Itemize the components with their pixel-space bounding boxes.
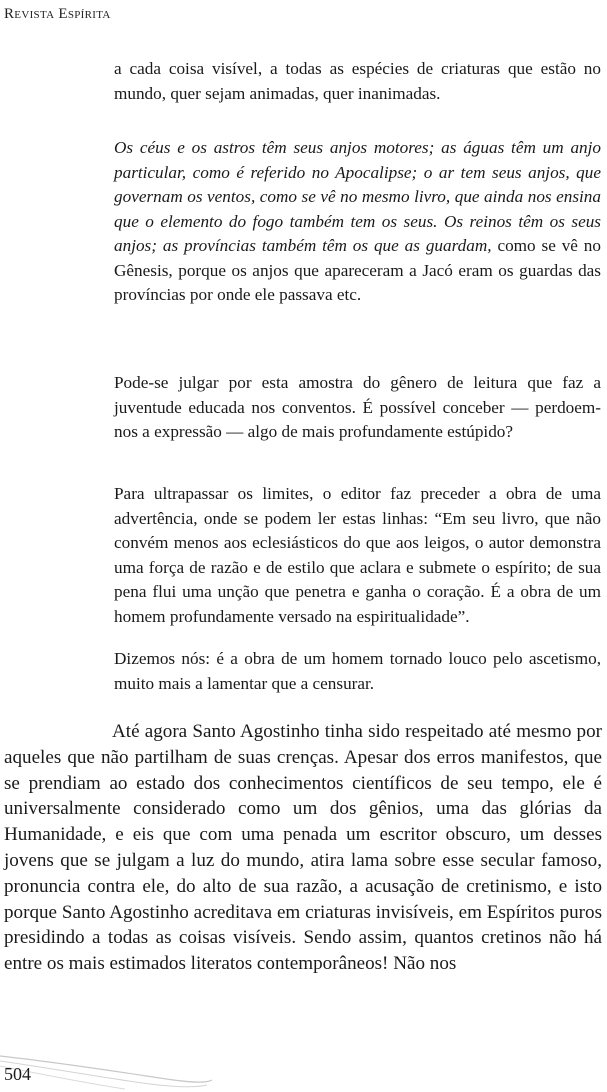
roman-quote-text: como se vê no Gênesis, porque os anjos que apareceram a Jacó eram os guardas das províncias por onde ele passava etc. [114, 236, 601, 304]
quote-paragraph-4 [114, 482, 601, 629]
quote-text: Pode-se julgar por esta amostra do gênero de leitura que faz a juventude educada nos conventos. É possível conceber — perdoem-nos a expressão — algo de mais profundamente estúpido? [114, 373, 601, 441]
body-paragraph [4, 719, 602, 977]
quote-paragraph-3 [114, 371, 601, 445]
running-header: Revista Espírita [4, 6, 111, 22]
quote-paragraph-2 [114, 136, 601, 308]
quote-text: Dizemos nós: é a obra de um homem tornado louco pelo ascetismo, muito mais a lamentar que a censurar. [114, 649, 601, 693]
quote-text: Para ultrapassar os limites, o editor faz preceder a obra de uma advertência, onde se podem ler estas linhas: “Em seu livro, que não convém menos aos eclesiásticos do que aos leigos, o autor demonstra uma força de razão e de estilo que aclara e submete o espírito; de sua pena flui uma unção que penetra e ganha o coração. É a obra de um homem profundamente versado na espiritualidade”. [114, 484, 601, 626]
quote-paragraph-1 [114, 57, 601, 106]
quote-text: a cada coisa visível, a todas as espécies de criaturas que estão no mundo, quer sejam animadas, quer inanimadas. [114, 59, 601, 103]
quote-paragraph-5 [114, 647, 601, 696]
italic-quote-text: Os céus e os astros têm seus anjos motores; as águas têm um anjo particular, como é referido no Apocalipse; o ar tem seus anjos, que governam os ventos, como se vê no mesmo livro, que ainda nos ensina que o elemento do fogo também tem os seus. Os reinos têm os seus anjos; as províncias também têm os que as guardam, [114, 138, 601, 255]
quote-text [114, 136, 601, 308]
page-number: 504 [4, 1064, 31, 1084]
footer-swoosh-ornament [0, 1052, 215, 1092]
body-text: Até agora Santo Agostinho tinha sido respeitado até mesmo por aqueles que não partilham de suas crenças. Apesar dos erros manifestos, que se prendiam ao estado dos conhecimentos científicos de seu tempo, ele é universalmente considerado como um dos gênios, uma das glórias da Humanidade, e eis que com uma penada um escritor obscuro, um desses jovens que se julgam a luz do mundo, atira lama sobre esse secular famoso, pronuncia contra ele, do alto de sua razão, a acusação de cretinismo, e isto porque Santo Agostinho acreditava em criaturas invisíveis, em Espíritos puros presidindo a todas as coisas visíveis. Sendo assim, quantos cretinos não há entre os mais estimados literatos contemporâneos! Não nos [4, 721, 602, 975]
